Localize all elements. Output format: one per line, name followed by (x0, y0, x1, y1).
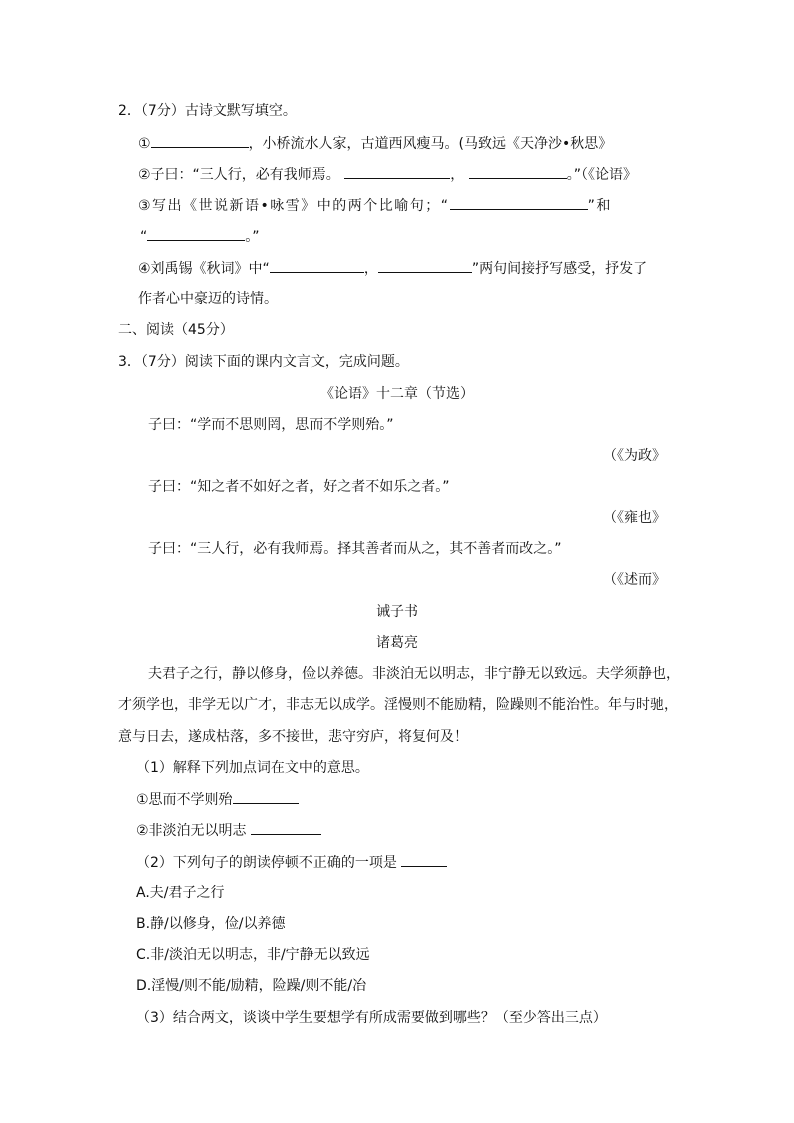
q2-item-2-text-a: ②子曰：“三人行，必有我师焉。 (138, 167, 340, 183)
q2-item-4 (138, 258, 647, 279)
analects-source-2: （《雍也》 (603, 510, 666, 526)
q2-item-1-text: ，小桥流水人家，古道西风瘦马。(马致远《天净沙•秋思》 (248, 136, 613, 152)
sub-question-2-text: （2）下列句子的朗读停顿不正确的一项是 (136, 855, 397, 871)
answer-blank[interactable] (344, 164, 450, 179)
analects-quote-3: 子曰：“三人行，必有我师焉。择其善者而从之，其不善者而改之。” (148, 541, 562, 557)
q2-item-4-text-a: ④刘禹锡《秋词》中“ (138, 261, 270, 277)
sub-question-2 (136, 852, 447, 873)
passage-title-analects: 《论语》十二章（节选） (320, 386, 474, 402)
analects-quote-1: 子曰：“学而不思则罔，思而不学则殆。” (148, 417, 394, 433)
q2-item-3-text-a: ③写出《世说新语•咏雪》中的两个比喻句；“ (138, 198, 450, 214)
q2-item-2-text-b: ， (450, 167, 465, 183)
analects-source-1: （《为政》 (603, 448, 666, 464)
sub-question-3: （3）结合两文，谈谈中学生要想学有所成需要做到哪些？（至少答出三点） (136, 1010, 607, 1026)
q2-header: 2．（7分）古诗文默写填空。 (118, 103, 297, 119)
q2-item-4-text-b: ， (363, 261, 378, 277)
answer-blank[interactable] (469, 164, 567, 179)
sub-question-1-item-a-text: ①思而不学则殆 (136, 792, 233, 808)
q2-item-2-text-c: 。”（《论语》 (566, 167, 637, 183)
answer-blank[interactable] (251, 820, 321, 835)
passage-line-1: 夫君子之行，静以修身，俭以养德。非淡泊无以明志，非宁静无以致远。夫学须静也， (148, 666, 680, 682)
option-a: A.夫/君子之行 (136, 885, 225, 901)
q2-item-1-number: ① (138, 136, 151, 152)
option-c: C.非/淡泊无以明志，非/宁静无以致远 (136, 947, 370, 963)
answer-blank[interactable] (270, 258, 364, 273)
sub-question-1-item-a (136, 789, 299, 810)
q2-item-3-quote-close: 。” (245, 229, 260, 245)
option-d: D.淫慢/则不能/励精，险躁/则不能/冶 (136, 978, 367, 994)
answer-blank[interactable] (401, 852, 447, 867)
answer-blank[interactable] (147, 226, 245, 241)
answer-blank[interactable] (233, 789, 299, 804)
answer-blank[interactable] (151, 133, 249, 148)
q2-item-1 (138, 133, 612, 154)
q2-item-2 (138, 164, 637, 185)
q3-header: 3．（7分）阅读下面的课内文言文，完成问题。 (118, 354, 409, 370)
answer-blank[interactable] (378, 258, 472, 273)
sub-question-1: （1）解释下列加点词在文中的意思。 (136, 760, 369, 776)
passage-line-2: 才须学也，非学无以广才，非志无以成学。淫慢则不能励精，险躁则不能治性。年与时驰， (118, 697, 678, 713)
sub-question-1-item-b (136, 820, 321, 841)
passage-line-3: 意与日去，遂成枯落，多不接世，悲守穷庐，将复何及！ (118, 729, 468, 745)
q2-item-3-quote-open: “ (140, 229, 148, 245)
analects-source-3: （《述而》 (603, 572, 666, 588)
sub-question-1-item-b-text: ②非淡泊无以明志 (136, 823, 247, 839)
answer-blank[interactable] (450, 195, 588, 210)
analects-quote-2: 子曰：“知之者不如好之者，好之者不如乐之者。” (148, 479, 450, 495)
q2-item-3-continued (140, 226, 260, 247)
q2-item-4-continued: 作者心中豪迈的诗情。 (138, 291, 278, 307)
q2-item-3-text-b: ”和 (587, 198, 612, 214)
q2-item-3 (138, 195, 612, 216)
q2-item-4-text-c: ”两句间接抒写感受，抒发了 (471, 261, 648, 277)
section-heading: 二、阅读（45分） (118, 322, 234, 338)
option-b: B.静/以修身，俭/以养德 (136, 916, 286, 932)
passage-title-jiezishu: 诫子书 (376, 604, 418, 620)
passage-author: 诸葛亮 (376, 635, 418, 651)
